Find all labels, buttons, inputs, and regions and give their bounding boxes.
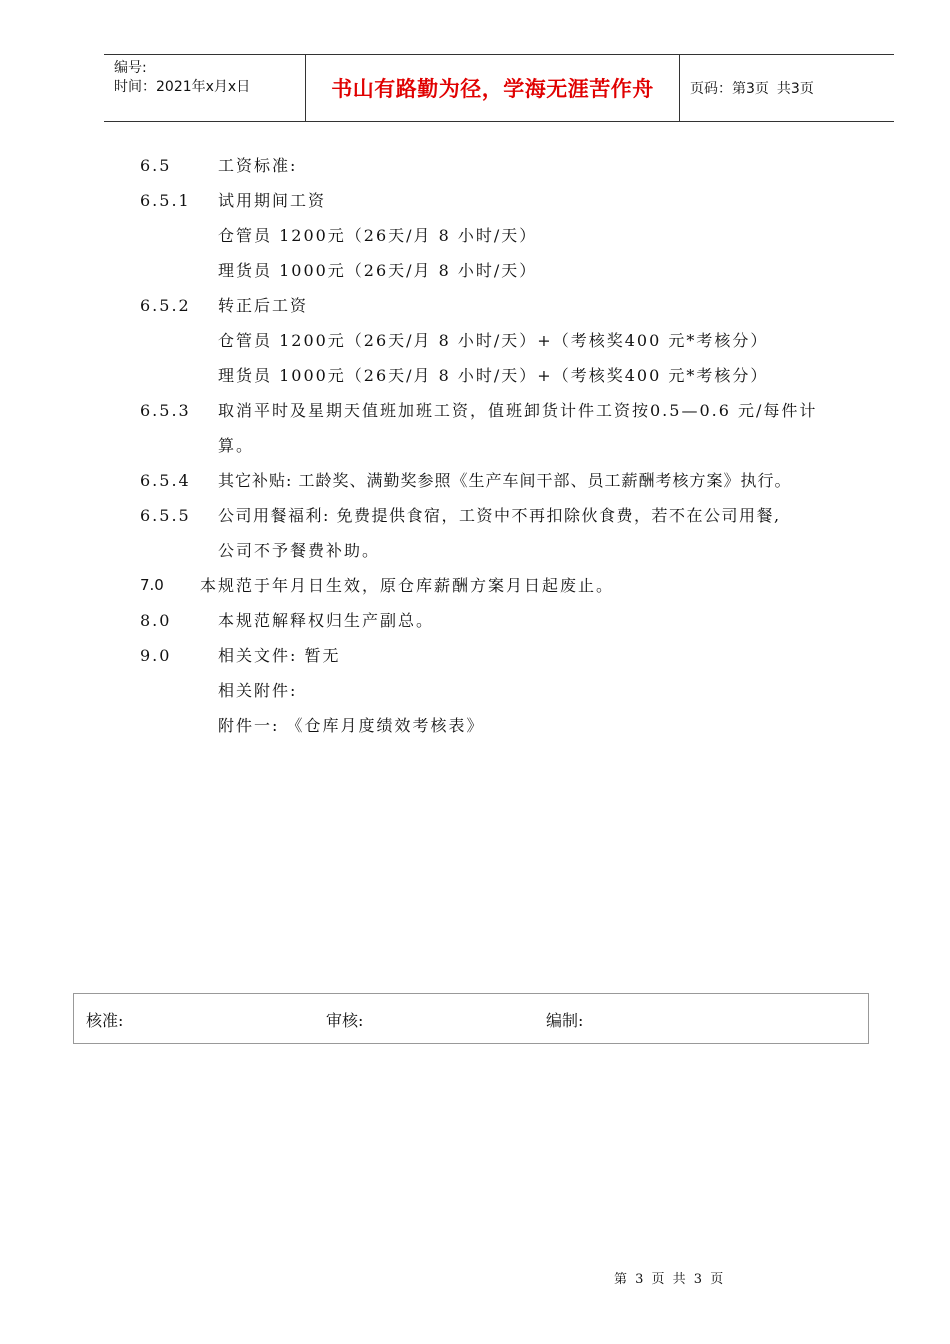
section-number: 8.0 xyxy=(140,611,172,630)
section-text: 公司不予餐费补助。 xyxy=(218,541,381,560)
approve-label: 核准: xyxy=(86,1011,124,1030)
section-text: 理货员 1000元（26天/月 8 小时/天） xyxy=(218,261,538,280)
section-number: 6.5 xyxy=(140,156,172,175)
motto-text: 书山有路勤为径，学海无涯苦作舟 xyxy=(331,77,654,101)
section-text: 其它补贴: 工龄奖、满勤奖参照《生产车间干部、员工薪酬考核方案》执行。 xyxy=(218,471,792,490)
section-text: 本规范解释权归生产副总。 xyxy=(218,611,435,630)
section-text: 本规范于年月日生效，原仓库薪酬方案月日起废止。 xyxy=(200,576,615,595)
section-number: 6.5.3 xyxy=(140,401,191,420)
signoff-box xyxy=(73,993,869,1044)
section-text: 试用期间工资 xyxy=(218,191,327,210)
page-number-label: 页码：第3页 xyxy=(690,81,769,97)
section-number: 7.0 xyxy=(140,576,164,594)
section-number: 6.5.2 xyxy=(140,296,191,315)
section-number: 6.5.5 xyxy=(140,506,191,525)
section-text: 取消平时及星期天值班加班工资，值班卸货计件工资按0.5—0.6 元/每件计 xyxy=(218,401,818,420)
section-text: 算。 xyxy=(218,436,255,455)
doc-code-label: 编号: xyxy=(114,60,147,76)
section-text: 附件一: 《仓库月度绩效考核表》 xyxy=(218,716,485,735)
header-table xyxy=(104,54,894,122)
page-footer: 第 3 页 共 3 页 xyxy=(614,1272,724,1287)
header-page-cell xyxy=(680,55,894,121)
review-label: 审核: xyxy=(326,1011,364,1030)
section-text: 相关附件: xyxy=(218,681,298,700)
section-text: 转正后工资 xyxy=(218,296,309,315)
section-text: 仓管员 1200元（26天/月 8 小时/天）+（考核奖400 元*考核分） xyxy=(218,331,769,350)
doc-date-label: 时间：2021年x月x日 xyxy=(114,79,251,95)
header-motto-cell xyxy=(306,55,680,121)
header-meta xyxy=(104,55,306,121)
section-number: 9.0 xyxy=(140,646,172,665)
page-total-label: 共3页 xyxy=(776,81,814,97)
section-text: 理货员 1000元（26天/月 8 小时/天）+（考核奖400 元*考核分） xyxy=(218,366,769,385)
section-text: 相关文件: 暂无 xyxy=(218,646,341,665)
section-number: 6.5.4 xyxy=(140,471,191,490)
section-text: 仓管员 1200元（26天/月 8 小时/天） xyxy=(218,226,538,245)
section-text: 工资标准: xyxy=(218,156,298,175)
prepare-label: 编制: xyxy=(546,1011,584,1030)
section-number: 6.5.1 xyxy=(140,191,191,210)
section-text: 公司用餐福利: 免费提供食宿，工资中不再扣除伙食费，若不在公司用餐, xyxy=(218,506,781,525)
